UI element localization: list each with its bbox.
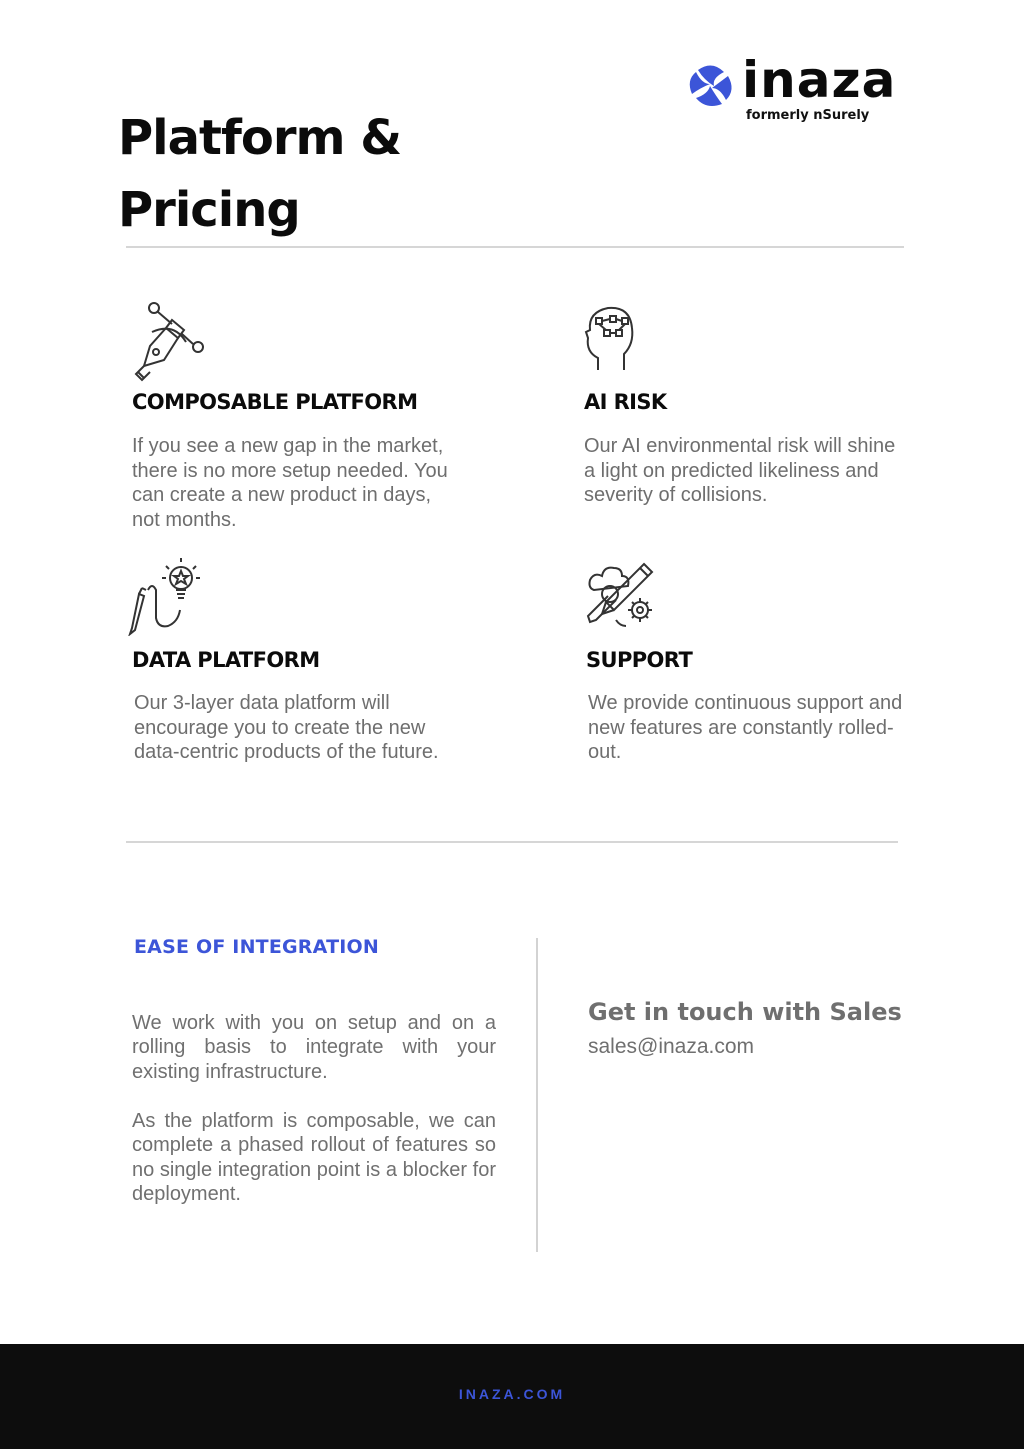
logo-wordmark: inaza (742, 51, 897, 109)
ai-head-icon (584, 304, 644, 378)
contact-sales-heading: Get in touch with Sales (588, 998, 902, 1026)
tools-gear-icon (586, 560, 658, 636)
pen-tool-icon (128, 300, 206, 384)
inaza-logo-mark-icon (684, 56, 740, 112)
feature-description: Our AI environmental risk will shine a light on predicted likeliness and severity of collisions. (584, 435, 896, 507)
page-title (118, 102, 401, 246)
page-title-line-1: Platform & (118, 110, 402, 166)
header-divider (126, 246, 904, 248)
features-divider (126, 841, 898, 843)
pencil-lightbulb-icon (126, 556, 202, 636)
integration-paragraph-2: As the platform is composable, we can complete a phased rollout of features so no single integration point is a blocker for deployment. (132, 1110, 496, 1206)
page-title-line-2: Pricing (118, 182, 300, 238)
footer-bar (0, 1344, 1024, 1449)
feature-description: Our 3-layer data platform will encourage you to create the new data-centric products of the future. (134, 692, 439, 764)
feature-description: If you see a new gap in the market, there is no more setup needed. You can create a new product in days, not months. (132, 435, 448, 531)
ease-of-integration-title: EASE OF INTEGRATION (134, 936, 379, 958)
section-vertical-divider (536, 938, 538, 1252)
integration-paragraph-1: We work with you on setup and on a rolling basis to integrate with your existing infrastructure. (132, 1012, 496, 1083)
feature-title: COMPOSABLE PLATFORM (132, 390, 418, 414)
inaza-logo (684, 52, 904, 128)
footer-website-link[interactable]: INAZA.COM (458, 1386, 566, 1402)
feature-title: DATA PLATFORM (132, 648, 320, 672)
feature-description: We provide continuous support and new features are constantly rolled-out. (588, 692, 903, 764)
feature-title: AI RISK (584, 390, 667, 414)
logo-tagline: formerly nSurely (746, 108, 870, 123)
feature-title: SUPPORT (586, 648, 693, 672)
sales-email-link[interactable]: sales@inaza.com (588, 1035, 755, 1058)
